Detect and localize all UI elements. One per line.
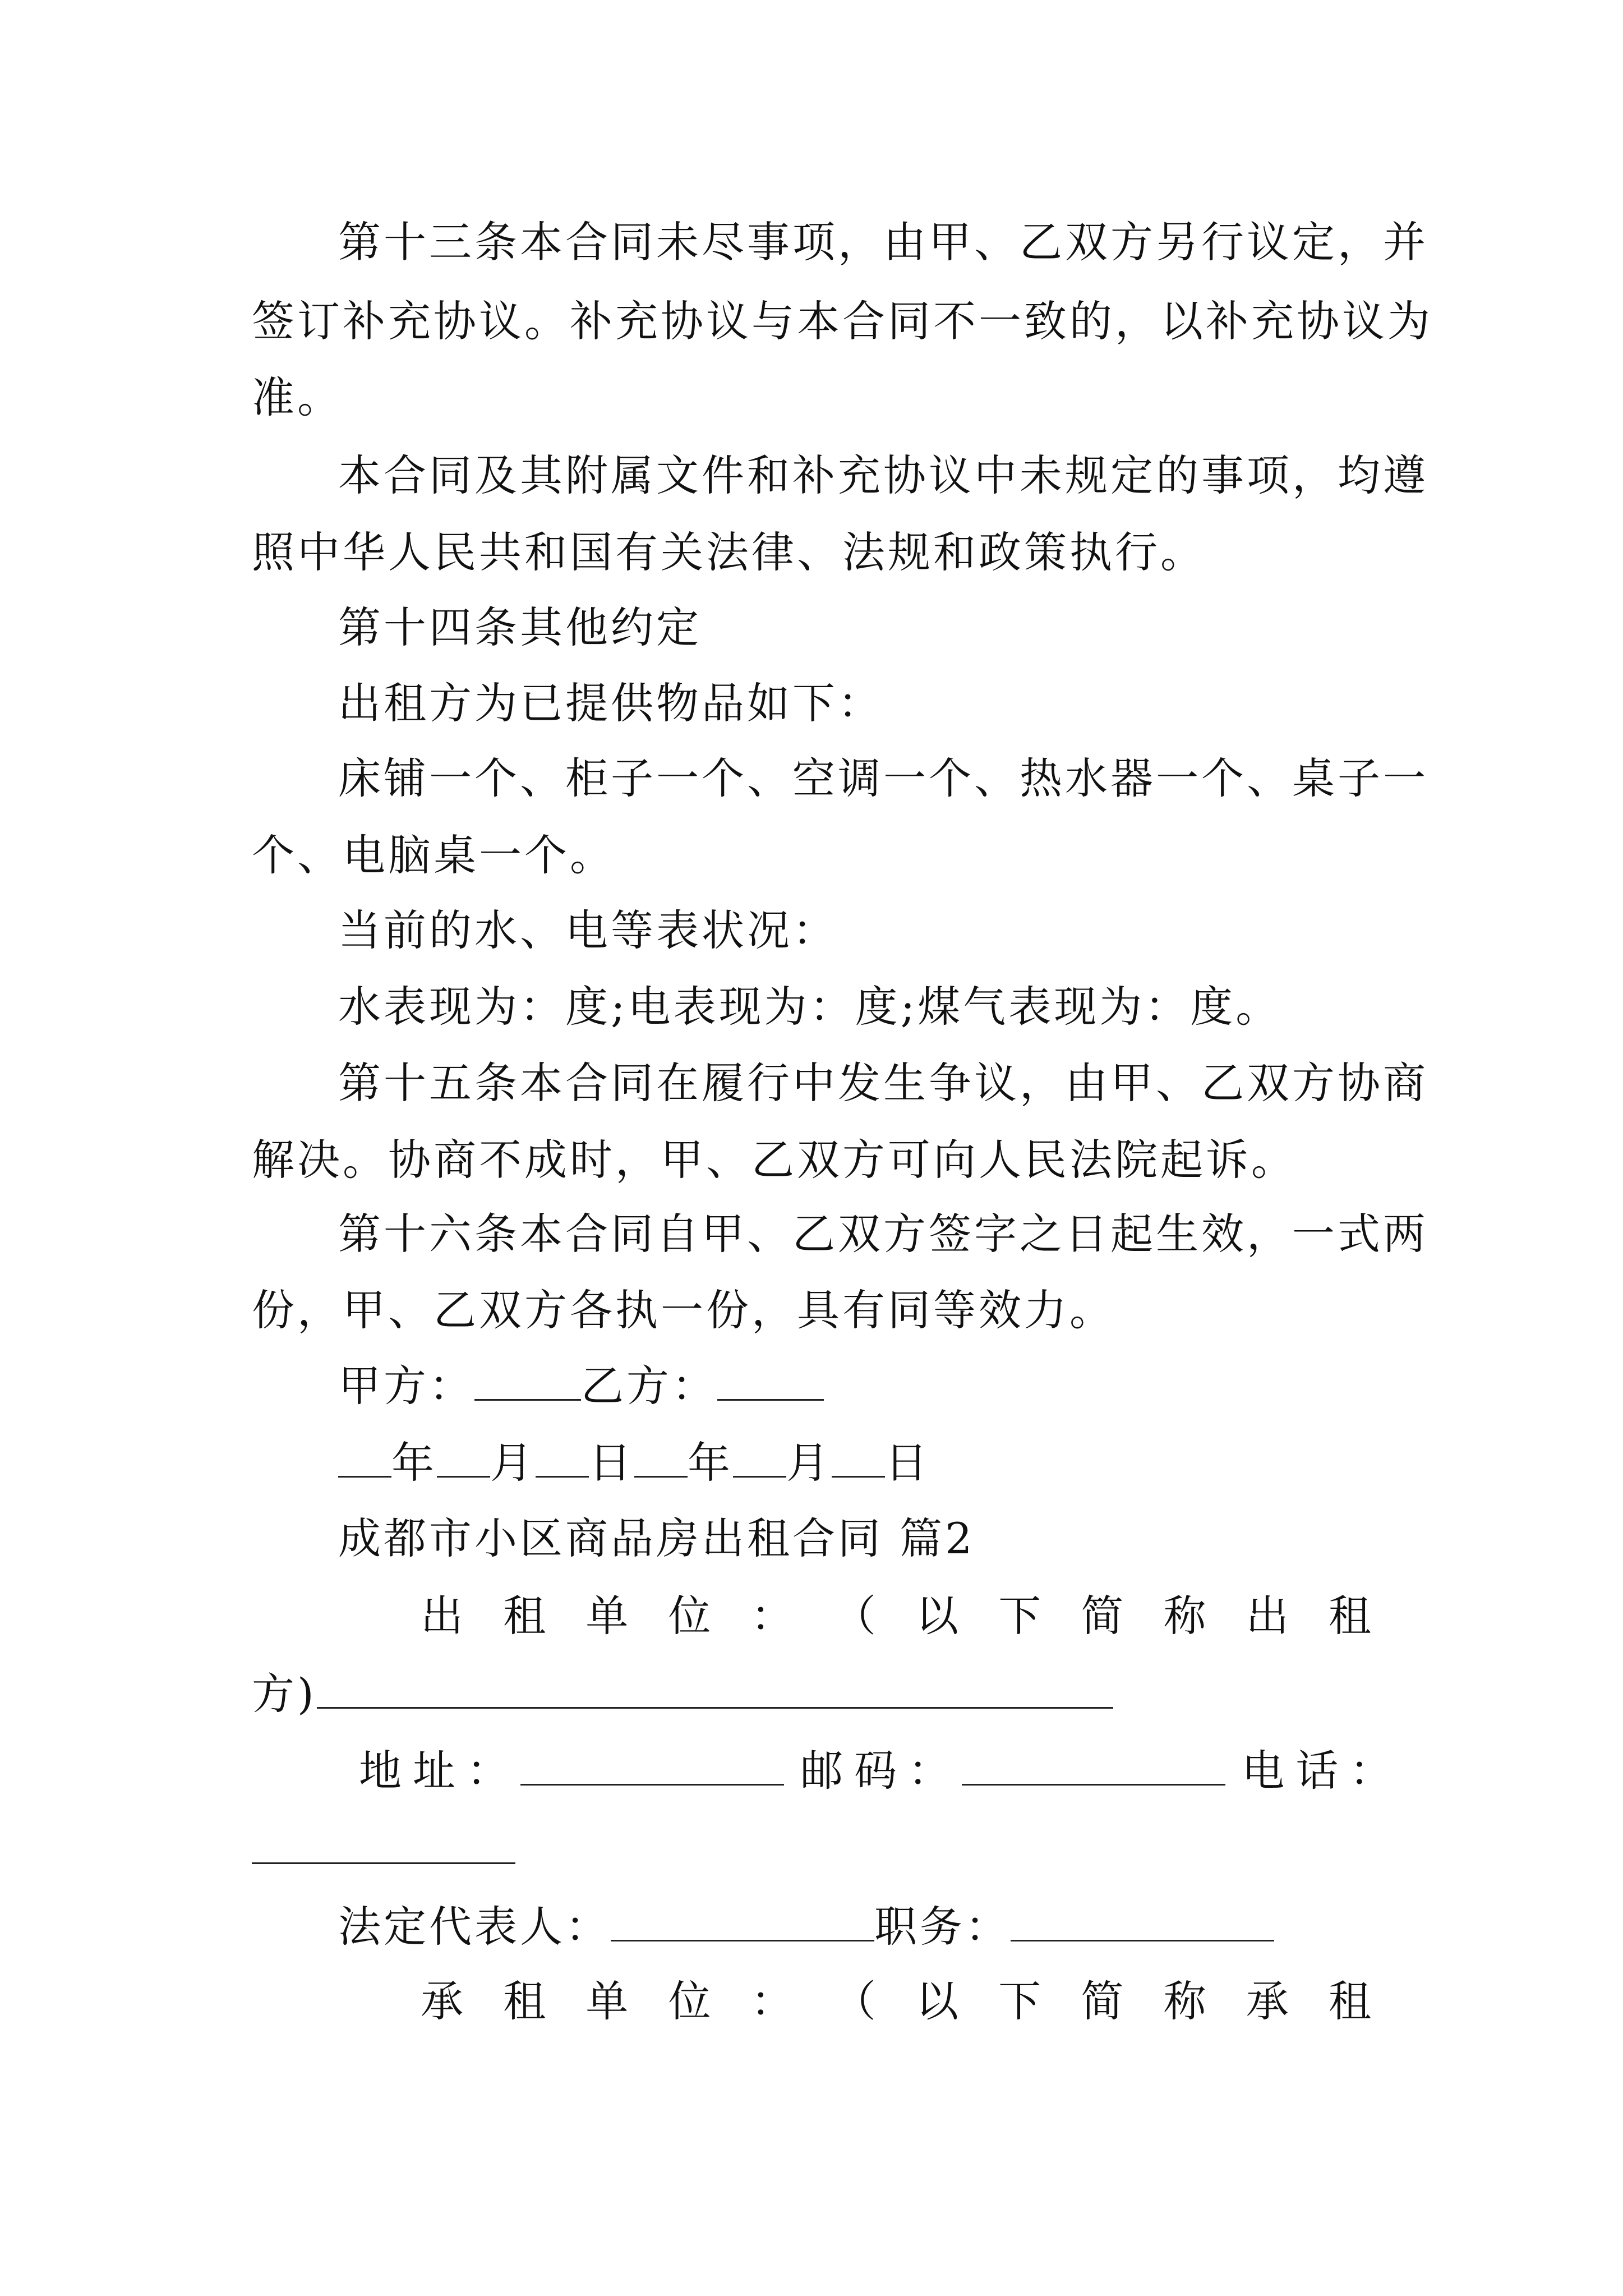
clause-13-line-2: 签订补充协议。补充协议与本合同不一致的，以补充协议为 [252, 296, 1433, 346]
day-blank-2 [832, 1437, 885, 1478]
year-label-2: 年 [688, 1438, 733, 1488]
signature-dates [338, 1437, 1373, 1488]
day-label: 日 [589, 1438, 634, 1488]
lessor-char: 以 [916, 1591, 962, 1641]
party-a-label: 甲方： [338, 1361, 474, 1411]
clause-13-line-1: 第十三条本合同未尽事项，由甲、乙双方另行议定，并 [338, 217, 1428, 267]
phone-label: 电话： [1242, 1746, 1404, 1796]
year-blank-2 [634, 1437, 688, 1478]
lessor-name-blank [317, 1668, 1113, 1709]
address-blank [520, 1745, 784, 1786]
items-list-line-2: 个、电脑桌一个。 [252, 830, 615, 880]
law-clause-line-1: 本合同及其附属文件和补充协议中未规定的事项，均遵 [338, 450, 1428, 500]
clause-14-heading: 第十四条其他约定 [338, 602, 702, 652]
lessor-char: 单 [585, 1591, 631, 1641]
lessee-char: 称 [1163, 1976, 1209, 2026]
lessee-char: （ [833, 1976, 879, 2026]
clause-15-line-1: 第十五条本合同在履行中发生争议，由甲、乙双方协商 [338, 1058, 1428, 1108]
day-blank [536, 1437, 589, 1478]
clause-16-line-2: 份，甲、乙双方各执一份，具有同等效力。 [252, 1285, 1115, 1335]
lessee-char: 以 [916, 1976, 962, 2026]
month-blank-2 [733, 1437, 786, 1478]
legal-rep-blank [611, 1901, 874, 1941]
lessee-char: 租 [503, 1976, 549, 2026]
year-label: 年 [391, 1438, 437, 1488]
lessor-char: 出 [1246, 1591, 1292, 1641]
day-label-2: 日 [885, 1438, 930, 1488]
position-label: 职务： [874, 1902, 1011, 1952]
lessor-char: 下 [998, 1591, 1044, 1641]
position-blank [1011, 1901, 1274, 1941]
party-b-label: 乙方： [581, 1361, 717, 1411]
lessee-char: ： [750, 1976, 796, 2026]
lessee-char: 承 [1246, 1976, 1292, 2026]
lessor-char: 租 [1328, 1591, 1374, 1641]
lessor-char: 位 [668, 1591, 714, 1641]
clause-15-line-2: 解决。协商不成时，甲、乙双方可向人民法院起诉。 [252, 1135, 1297, 1185]
signature-parties [338, 1360, 1373, 1411]
lessee-char: 简 [1081, 1976, 1127, 2026]
lessee-char: 租 [1328, 1976, 1374, 2026]
lessor-line [421, 1591, 1374, 1641]
lessor-tail: 方) [252, 1669, 317, 1719]
lessor-char: 出 [421, 1591, 466, 1641]
provided-items-intro: 出租方为已提供物品如下： [338, 678, 883, 728]
legal-rep-label: 法定代表人： [338, 1902, 611, 1952]
phone-blank [252, 1823, 515, 1864]
address-label: 地址： [359, 1746, 520, 1796]
items-list-line-1: 床铺一个、柜子一个、空调一个、热水器一个、桌子一 [338, 753, 1428, 803]
lessee-char: 承 [421, 1976, 466, 2026]
postcode-label: 邮码： [800, 1746, 962, 1796]
clause-13-line-3: 准。 [252, 372, 343, 422]
lessor-char: 简 [1081, 1591, 1127, 1641]
clause-16-line-1: 第十六条本合同自甲、乙双方签字之日起生效，一式两 [338, 1209, 1428, 1259]
phone-line [252, 1823, 1373, 1875]
law-clause-line-2: 照中华人民共和国有关法律、法规和政策执行。 [252, 527, 1206, 577]
lessor-char: （ [833, 1591, 879, 1641]
month-label-2: 月 [786, 1438, 832, 1488]
lessee-line [421, 1976, 1374, 2027]
lessee-char: 单 [585, 1976, 631, 2026]
meter-readings: 水表现为：度;电表现为：度;煤气表现为：度。 [338, 982, 1281, 1032]
legal-rep-line [338, 1901, 1373, 1952]
lessee-char: 下 [998, 1976, 1044, 2026]
postcode-blank [962, 1745, 1225, 1786]
meter-status-intro: 当前的水、电等表状况： [338, 905, 838, 955]
month-label: 月 [490, 1438, 536, 1488]
lessor-char: 称 [1163, 1591, 1209, 1641]
party-b-blank [717, 1360, 824, 1401]
lessee-char: 位 [668, 1976, 714, 2026]
party-a-blank [474, 1360, 581, 1401]
lessor-char: 租 [503, 1591, 549, 1641]
address-line [359, 1745, 1404, 1796]
lessor-char: ： [750, 1591, 796, 1641]
section-2-heading: 成都市小区商品房出租合同 篇2 [338, 1513, 975, 1563]
year-blank [338, 1437, 391, 1478]
month-blank [437, 1437, 490, 1478]
lessor-line-2 [252, 1668, 1373, 1719]
